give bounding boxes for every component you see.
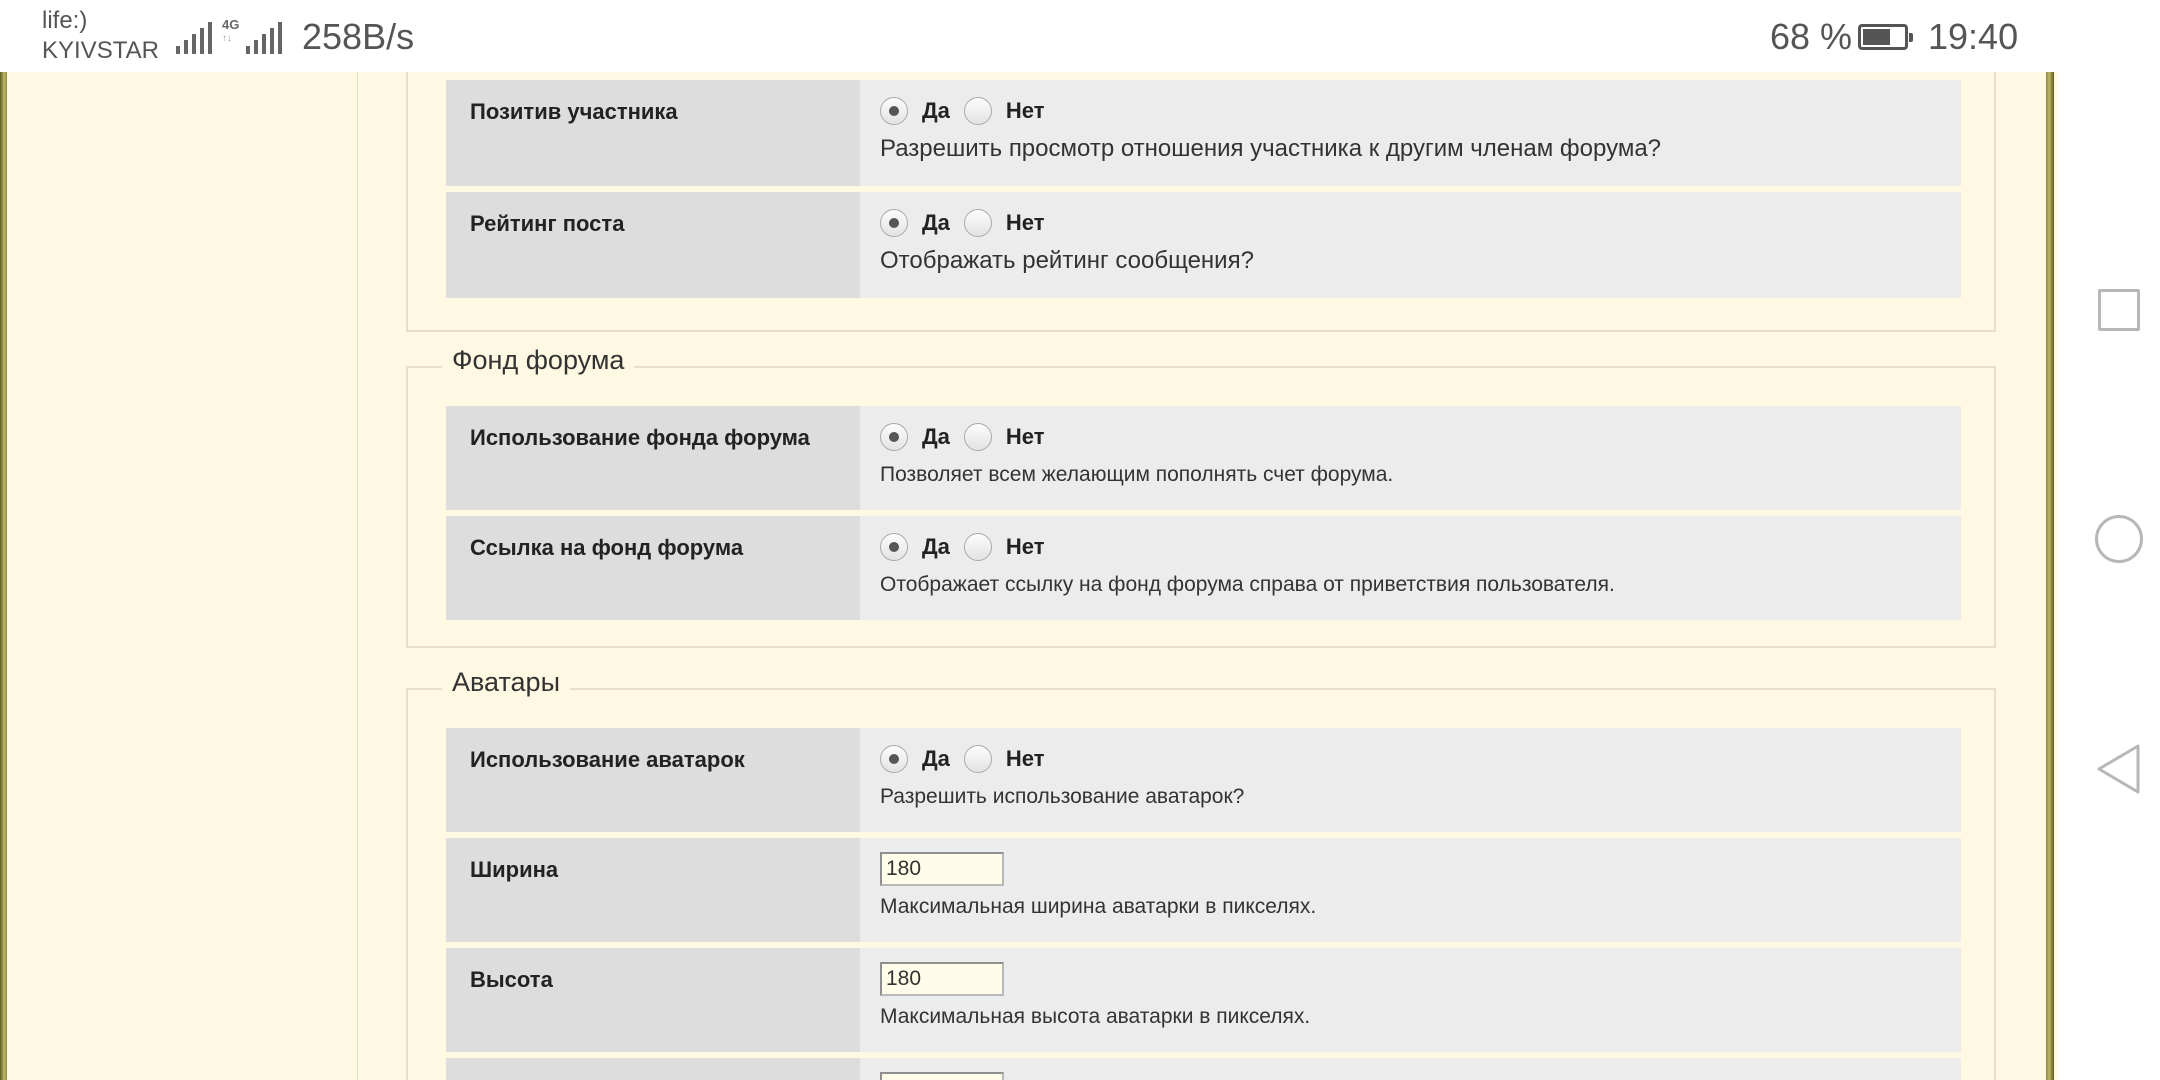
setting-content: [860, 406, 1961, 510]
signal-strength-icon-2: [246, 18, 282, 54]
setting-row-post-rating: [446, 192, 1961, 298]
setting-row-partial: [446, 1058, 1961, 1080]
radio-yes[interactable]: [880, 97, 908, 125]
radio-yes-label[interactable]: Да: [922, 534, 950, 559]
radio-yes[interactable]: [880, 423, 908, 451]
setting-description: Отображать рейтинг сообщения?: [880, 247, 1254, 274]
frame-left-border: [0, 72, 7, 1080]
home-circle-icon[interactable]: [2095, 515, 2143, 563]
setting-description: Разрешить использование аватарок?: [880, 785, 1245, 808]
setting-content: [860, 192, 1961, 298]
setting-content: [860, 80, 1961, 186]
partial-input[interactable]: [880, 1072, 1004, 1080]
setting-content: [860, 838, 1961, 942]
left-column-divider: [357, 72, 358, 1080]
setting-label: Использование аватарок: [446, 728, 860, 832]
setting-row-avatar-usage: [446, 728, 1961, 832]
radio-yes-label[interactable]: Да: [922, 746, 950, 771]
radio-yes-label[interactable]: Да: [922, 210, 950, 235]
back-triangle-icon[interactable]: [2094, 742, 2142, 796]
radio-yes-label[interactable]: Да: [922, 424, 950, 449]
setting-content: [860, 728, 1961, 832]
recents-square-icon[interactable]: [2098, 289, 2140, 331]
radio-no-label[interactable]: Нет: [1005, 424, 1045, 449]
signal-strength-icon: [176, 18, 212, 54]
clock: 19:40: [1928, 16, 2019, 57]
battery-percent: 68 %: [1770, 16, 1853, 57]
radio-yes-label[interactable]: Да: [922, 98, 950, 123]
setting-label: Высота: [446, 948, 860, 1052]
section-legend: Фонд форума: [442, 344, 634, 376]
avatars-section: [406, 667, 1996, 1080]
setting-row-fund-link: [446, 516, 1961, 620]
setting-description: Отображает ссылку на фонд форума справа от приветствия пользователя.: [880, 573, 1615, 596]
setting-row-avatar-height: [446, 948, 1961, 1052]
battery-fill: [1863, 29, 1890, 45]
section-legend: Аватары: [442, 666, 570, 698]
setting-content: [860, 948, 1961, 1052]
carrier-bottom: KYIVSTAR: [42, 37, 159, 64]
radio-yes[interactable]: [880, 745, 908, 773]
carrier-info: [42, 6, 159, 66]
setting-content: [860, 516, 1961, 620]
data-speed: 258B/s: [302, 16, 415, 57]
page-viewport: [0, 72, 2058, 1080]
setting-description: Разрешить просмотр отношения участника к другим членам форума?: [880, 135, 1662, 162]
network-type-icon: 4G ↑↓: [222, 17, 240, 44]
radio-no-label[interactable]: Нет: [1005, 746, 1045, 771]
radio-yes[interactable]: [880, 533, 908, 561]
avatar-width-input[interactable]: [880, 852, 1004, 886]
radio-no[interactable]: [964, 209, 992, 237]
frame-right-border: [2046, 72, 2054, 1080]
setting-description: Позволяет всем желающим пополнять счет форума.: [880, 463, 1394, 486]
radio-yes[interactable]: [880, 209, 908, 237]
radio-no[interactable]: [964, 533, 992, 561]
setting-row-avatar-width: [446, 838, 1961, 942]
avatar-height-input[interactable]: [880, 962, 1004, 996]
radio-no-label[interactable]: Нет: [1005, 210, 1045, 235]
rating-settings-section: [406, 72, 1996, 332]
setting-label: Позитив участника: [446, 80, 860, 186]
setting-row-member-positive: [446, 80, 1961, 186]
forum-fund-section: [406, 345, 1996, 648]
radio-no-label[interactable]: Нет: [1005, 98, 1045, 123]
radio-no-label[interactable]: Нет: [1005, 534, 1045, 559]
setting-label: Использование фонда форума: [446, 406, 860, 510]
carrier-top: life:): [42, 7, 88, 34]
setting-row-fund-usage: [446, 406, 1961, 510]
setting-description: Максимальная высота аватарки в пикселях.: [880, 1005, 1311, 1028]
setting-label-partial: [446, 1058, 860, 1080]
battery-icon: [1858, 24, 1908, 50]
setting-label: Ссылка на фонд форума: [446, 516, 860, 620]
setting-description: Максимальная ширина аватарки в пикселях.: [880, 895, 1317, 918]
radio-no[interactable]: [964, 745, 992, 773]
setting-content-partial: [860, 1058, 1961, 1080]
status-bar: [0, 0, 2058, 73]
radio-no[interactable]: [964, 423, 992, 451]
setting-label: Ширина: [446, 838, 860, 942]
radio-no[interactable]: [964, 97, 992, 125]
setting-label: Рейтинг поста: [446, 192, 860, 298]
